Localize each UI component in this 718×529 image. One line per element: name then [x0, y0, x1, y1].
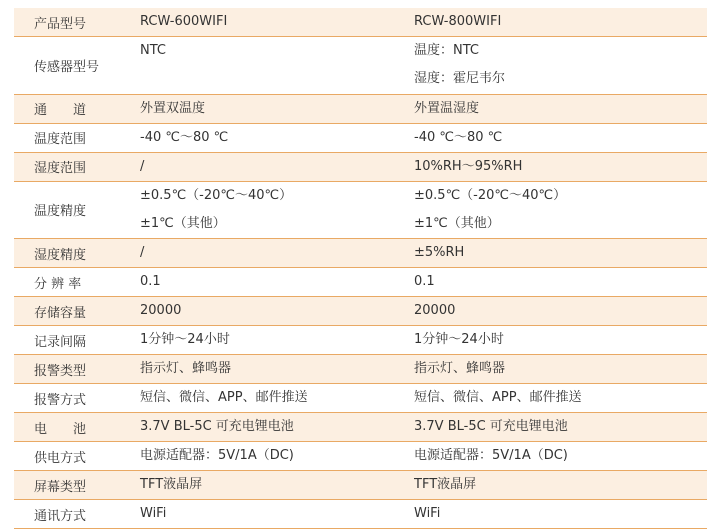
spec-value-600wifi	[138, 94, 414, 123]
spec-label: 分 辨 率	[14, 268, 138, 297]
spec-value-line: RCW-600WIFI	[140, 14, 228, 29]
table-row	[14, 500, 707, 529]
spec-value-600wifi	[138, 8, 414, 37]
spec-value-line: 指示灯、蜂鸣器	[140, 361, 232, 376]
spec-value-800wifi	[414, 500, 707, 529]
table-row	[14, 37, 707, 95]
spec-value-line: 电源适配器：5V/1A（DC)	[140, 448, 294, 463]
spec-value-800wifi	[414, 94, 707, 123]
table-row	[14, 268, 707, 297]
spec-value-line: ±0.5℃（-20℃～40℃）	[414, 187, 567, 203]
spec-value-800wifi	[414, 297, 707, 326]
spec-value-800wifi	[414, 8, 707, 37]
spec-value-line: -40 ℃～80 ℃	[414, 129, 503, 145]
spec-value-line: 0.1	[140, 274, 161, 289]
spec-label: 温度精度	[14, 181, 138, 239]
spec-value-800wifi	[414, 355, 707, 384]
spec-value-line: 1分钟～24小时	[414, 332, 504, 347]
spec-value-line: 3.7V BL-5C 可充电锂电池	[140, 419, 294, 434]
spec-value-600wifi	[138, 37, 414, 95]
spec-value-line	[140, 65, 414, 93]
spec-value-line: 外置双温度	[140, 100, 206, 116]
spec-value-800wifi	[414, 152, 707, 181]
spec-value-800wifi	[414, 413, 707, 442]
spec-label: 报警类型	[14, 355, 138, 384]
spec-label: 湿度精度	[14, 239, 138, 268]
spec-value-line: TFT液晶屏	[414, 477, 477, 492]
spec-value-600wifi	[138, 500, 414, 529]
table-row	[14, 413, 707, 442]
spec-label: 存储容量	[14, 297, 138, 326]
spec-value-line: /	[140, 158, 145, 174]
spec-value-line: 0.1	[414, 274, 435, 289]
spec-value-600wifi	[138, 413, 414, 442]
spec-value-600wifi	[138, 326, 414, 355]
spec-value-line: 1分钟～24小时	[140, 332, 230, 347]
table-row	[14, 181, 707, 239]
spec-value-600wifi	[138, 152, 414, 181]
spec-value-line: ±5%RH	[414, 245, 465, 260]
spec-value-800wifi	[414, 471, 707, 500]
spec-value-line: ±1℃（其他）	[140, 215, 226, 231]
spec-value-line: /	[140, 245, 145, 260]
spec-value-600wifi	[138, 268, 414, 297]
table-row	[14, 94, 707, 123]
spec-value-800wifi	[414, 123, 707, 152]
spec-value-600wifi	[138, 355, 414, 384]
spec-value-800wifi	[414, 384, 707, 413]
table-row	[14, 297, 707, 326]
spec-value-line: 电源适配器：5V/1A（DC)	[414, 448, 568, 463]
spec-label: 供电方式	[14, 442, 138, 471]
spec-value-800wifi	[414, 239, 707, 268]
spec-table-body	[14, 8, 707, 529]
spec-value-800wifi	[414, 326, 707, 355]
spec-value-line: WiFi	[414, 506, 441, 521]
spec-value-800wifi	[414, 268, 707, 297]
spec-value-600wifi	[138, 297, 414, 326]
spec-value-600wifi	[138, 384, 414, 413]
spec-value-line: WiFi	[140, 506, 167, 521]
spec-value-line: NTC	[140, 43, 166, 58]
table-row	[14, 123, 707, 152]
spec-value-line: 3.7V BL-5C 可充电锂电池	[414, 419, 568, 434]
spec-value-800wifi	[414, 442, 707, 471]
spec-value-800wifi	[414, 37, 707, 95]
spec-value-line: 外置温湿度	[414, 100, 480, 116]
spec-label: 记录间隔	[14, 326, 138, 355]
spec-value-600wifi	[138, 442, 414, 471]
spec-value-600wifi	[138, 471, 414, 500]
spec-label: 湿度范围	[14, 152, 138, 181]
spec-value-line: 短信、微信、APP、邮件推送	[414, 390, 582, 405]
spec-value-600wifi	[138, 181, 414, 239]
table-row	[14, 152, 707, 181]
spec-value-line: 20000	[414, 303, 456, 318]
table-row	[14, 471, 707, 500]
spec-label: 通讯方式	[14, 500, 138, 529]
spec-label: 电 池	[14, 413, 138, 442]
spec-value-line: -40 ℃～80 ℃	[140, 129, 229, 145]
table-row	[14, 442, 707, 471]
spec-value-line: 指示灯、蜂鸣器	[414, 361, 506, 376]
spec-label: 温度范围	[14, 123, 138, 152]
spec-value-600wifi	[138, 239, 414, 268]
spec-value-line: 湿度：霍尼韦尔	[414, 71, 506, 86]
table-row	[14, 326, 707, 355]
spec-value-600wifi	[138, 123, 414, 152]
spec-value-line: 10%RH～95%RH	[414, 158, 523, 174]
spec-value-line: 温度：NTC	[414, 43, 479, 58]
spec-label: 传感器型号	[14, 37, 138, 95]
spec-label: 产品型号	[14, 8, 138, 37]
spec-label: 屏幕类型	[14, 471, 138, 500]
spec-value-line: 20000	[140, 303, 182, 318]
spec-label: 报警方式	[14, 384, 138, 413]
spec-value-line: ±0.5℃（-20℃～40℃）	[140, 187, 293, 203]
spec-value-line: 短信、微信、APP、邮件推送	[140, 390, 308, 405]
table-row	[14, 384, 707, 413]
spec-table	[14, 8, 707, 529]
spec-value-800wifi	[414, 181, 707, 239]
spec-label: 通 道	[14, 94, 138, 123]
spec-value-line: RCW-800WIFI	[414, 14, 502, 29]
spec-value-line: ±1℃（其他）	[414, 215, 500, 231]
table-row	[14, 239, 707, 268]
table-row	[14, 8, 707, 37]
table-row	[14, 355, 707, 384]
spec-value-line: TFT液晶屏	[140, 477, 203, 492]
